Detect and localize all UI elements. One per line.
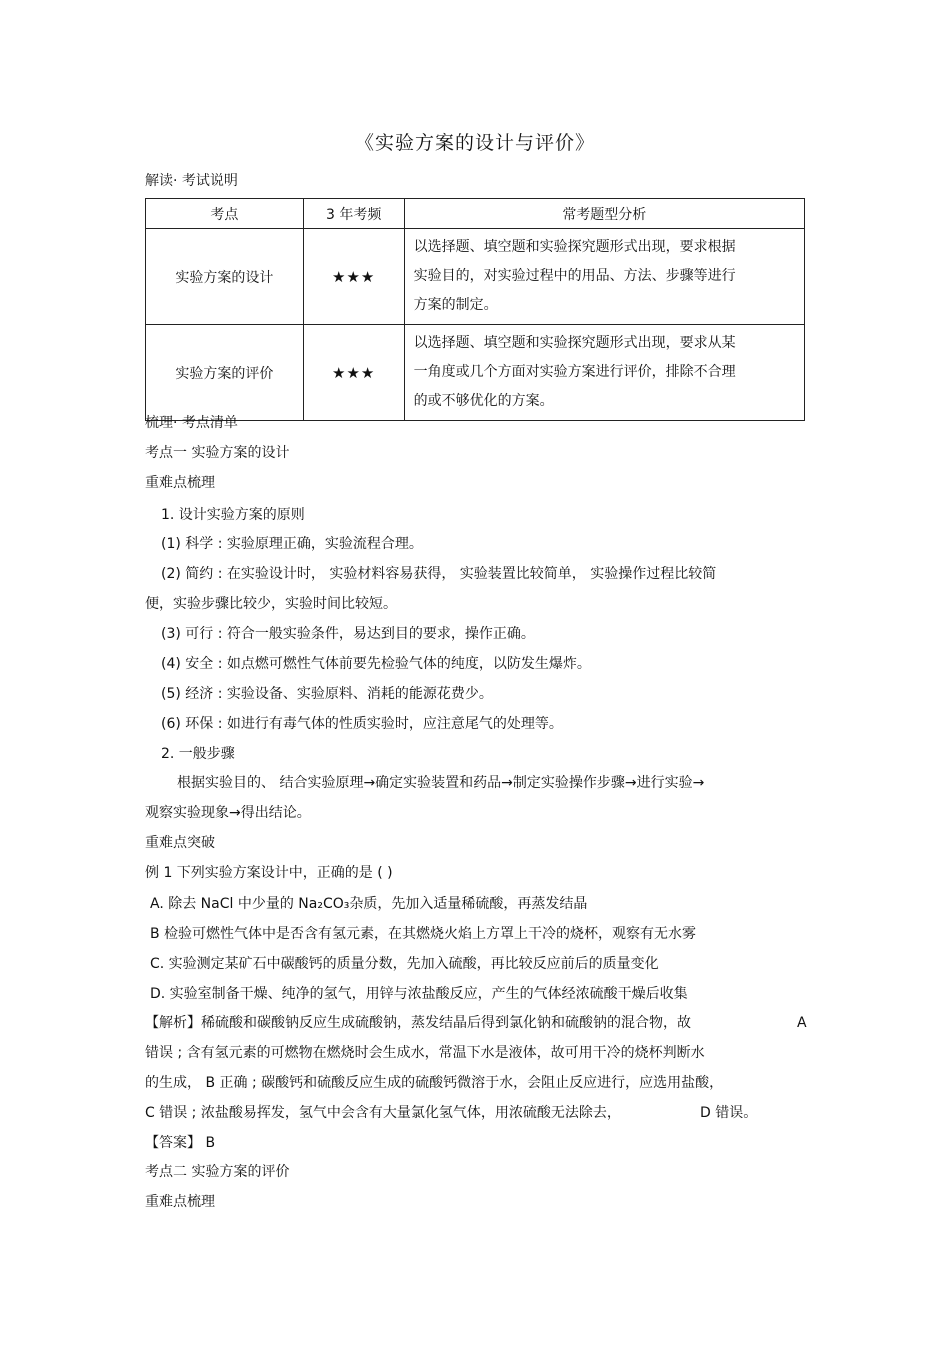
principle-item: (1) 科学 : 实验原理正确，实验流程合理。 bbox=[161, 536, 423, 552]
table-row bbox=[146, 229, 805, 325]
example-option: A. 除去 NaCl 中少量的 Na₂CO₃杂质，先加入适量稀硫酸，再蒸发结晶 bbox=[150, 896, 588, 912]
table-cell-frequency: ★★★ bbox=[303, 229, 404, 325]
analysis-line: 实验目的，对实验过程中的用品、方法、步骤等进行 bbox=[413, 268, 736, 284]
exam-point-1-heading: 考点一 实验方案的设计 bbox=[145, 445, 290, 461]
section-heading-shuli: 梳理· 考点清单 bbox=[145, 415, 238, 431]
table-cell-point: 实验方案的评价 bbox=[146, 325, 304, 421]
steps-heading: 2. 一般步骤 bbox=[161, 746, 235, 762]
key-points-heading: 重难点梳理 bbox=[145, 1194, 215, 1210]
steps-text: 根据实验目的、 结合实验原理→确定实验装置和药品→制定实验操作步骤→进行实验→ bbox=[177, 775, 705, 791]
exam-points-table bbox=[145, 198, 805, 421]
table-cell-analysis bbox=[404, 325, 804, 421]
exam-point-2-heading: 考点二 实验方案的评价 bbox=[145, 1164, 290, 1180]
principle-item: (4) 安全 : 如点燃可燃性气体前要先检验气体的纯度，以防发生爆炸。 bbox=[161, 656, 591, 672]
analysis-text: 【解析】稀硫酸和碳酸钠反应生成硫酸钠，蒸发结晶后得到氯化钠和硫酸钠的混合物，故 bbox=[145, 1015, 691, 1031]
breakthrough-heading: 重难点突破 bbox=[145, 835, 215, 851]
example-option: D. 实验室制备干燥、纯净的氢气，用锌与浓盐酸反应，产生的气体经浓硫酸干燥后收集 bbox=[150, 986, 688, 1002]
steps-text: 观察实验现象→得出结论。 bbox=[145, 805, 311, 821]
analysis-text: A bbox=[797, 1015, 807, 1031]
table-row bbox=[146, 325, 805, 421]
answer-text: 【答案】 B bbox=[145, 1135, 216, 1151]
example-option: C. 实验测定某矿石中碳酸钙的质量分数，先加入硫酸，再比较反应前后的质量变化 bbox=[150, 956, 659, 972]
principles-heading: 1. 设计实验方案的原则 bbox=[161, 507, 305, 523]
principle-item: (3) 可行 : 符合一般实验条件，易达到目的要求，操作正确。 bbox=[161, 626, 535, 642]
section-heading-jiedu: 解读· 考试说明 bbox=[145, 173, 238, 189]
table-cell-point: 实验方案的设计 bbox=[146, 229, 304, 325]
principle-item: (5) 经济 : 实验设备、实验原料、消耗的能源花费少。 bbox=[161, 686, 493, 702]
analysis-line: 方案的制定。 bbox=[413, 297, 498, 313]
analysis-text: D 错误。 bbox=[700, 1105, 758, 1121]
table-header-row bbox=[146, 199, 805, 229]
analysis-line: 一角度或几个方面对实验方案进行评价，排除不合理 bbox=[413, 364, 736, 380]
table-header-cell: 常考题型分析 bbox=[404, 199, 804, 229]
analysis-line: 以选择题、填空题和实验探究题形式出现，要求根据 bbox=[413, 239, 736, 255]
example-option: B 检验可燃性气体中是否含有氢元素，在其燃烧火焰上方罩上干冷的烧杯，观察有无水雾 bbox=[150, 926, 697, 942]
table-cell-frequency: ★★★ bbox=[303, 325, 404, 421]
principle-item: (6) 环保 : 如进行有毒气体的性质实验时，应注意尾气的处理等。 bbox=[161, 716, 563, 732]
analysis-text: 的生成， B 正确 ; 碳酸钙和硫酸反应生成的硫酸钙微溶于水，会阻止反应进行，应选用盐酸， bbox=[145, 1075, 724, 1091]
analysis-text: C 错误 ; 浓盐酸易挥发，氢气中会含有大量氯化氢气体，用浓硫酸无法除去， bbox=[145, 1105, 621, 1121]
key-points-heading: 重难点梳理 bbox=[145, 475, 215, 491]
analysis-text: 错误 ; 含有氢元素的可燃物在燃烧时会生成水，常温下水是液体，故可用干冷的烧杯判断水 bbox=[145, 1045, 705, 1061]
table-header-cell: 3 年考频 bbox=[303, 199, 404, 229]
principle-item-continued: 便，实验步骤比较少，实验时间比较短。 bbox=[145, 596, 397, 612]
analysis-line: 的或不够优化的方案。 bbox=[413, 393, 554, 409]
principle-item: (2) 简约 : 在实验设计时， 实验材料容易获得， 实验装置比较简单， 实验操作过程比较简 bbox=[161, 566, 717, 582]
analysis-line: 以选择题、填空题和实验探究题形式出现，要求从某 bbox=[413, 335, 736, 351]
page-title: 《实验方案的设计与评价》 bbox=[354, 132, 595, 154]
table-header-cell: 考点 bbox=[146, 199, 304, 229]
example-question: 例 1 下列实验方案设计中，正确的是 ( ) bbox=[145, 865, 393, 881]
table-cell-analysis bbox=[404, 229, 804, 325]
